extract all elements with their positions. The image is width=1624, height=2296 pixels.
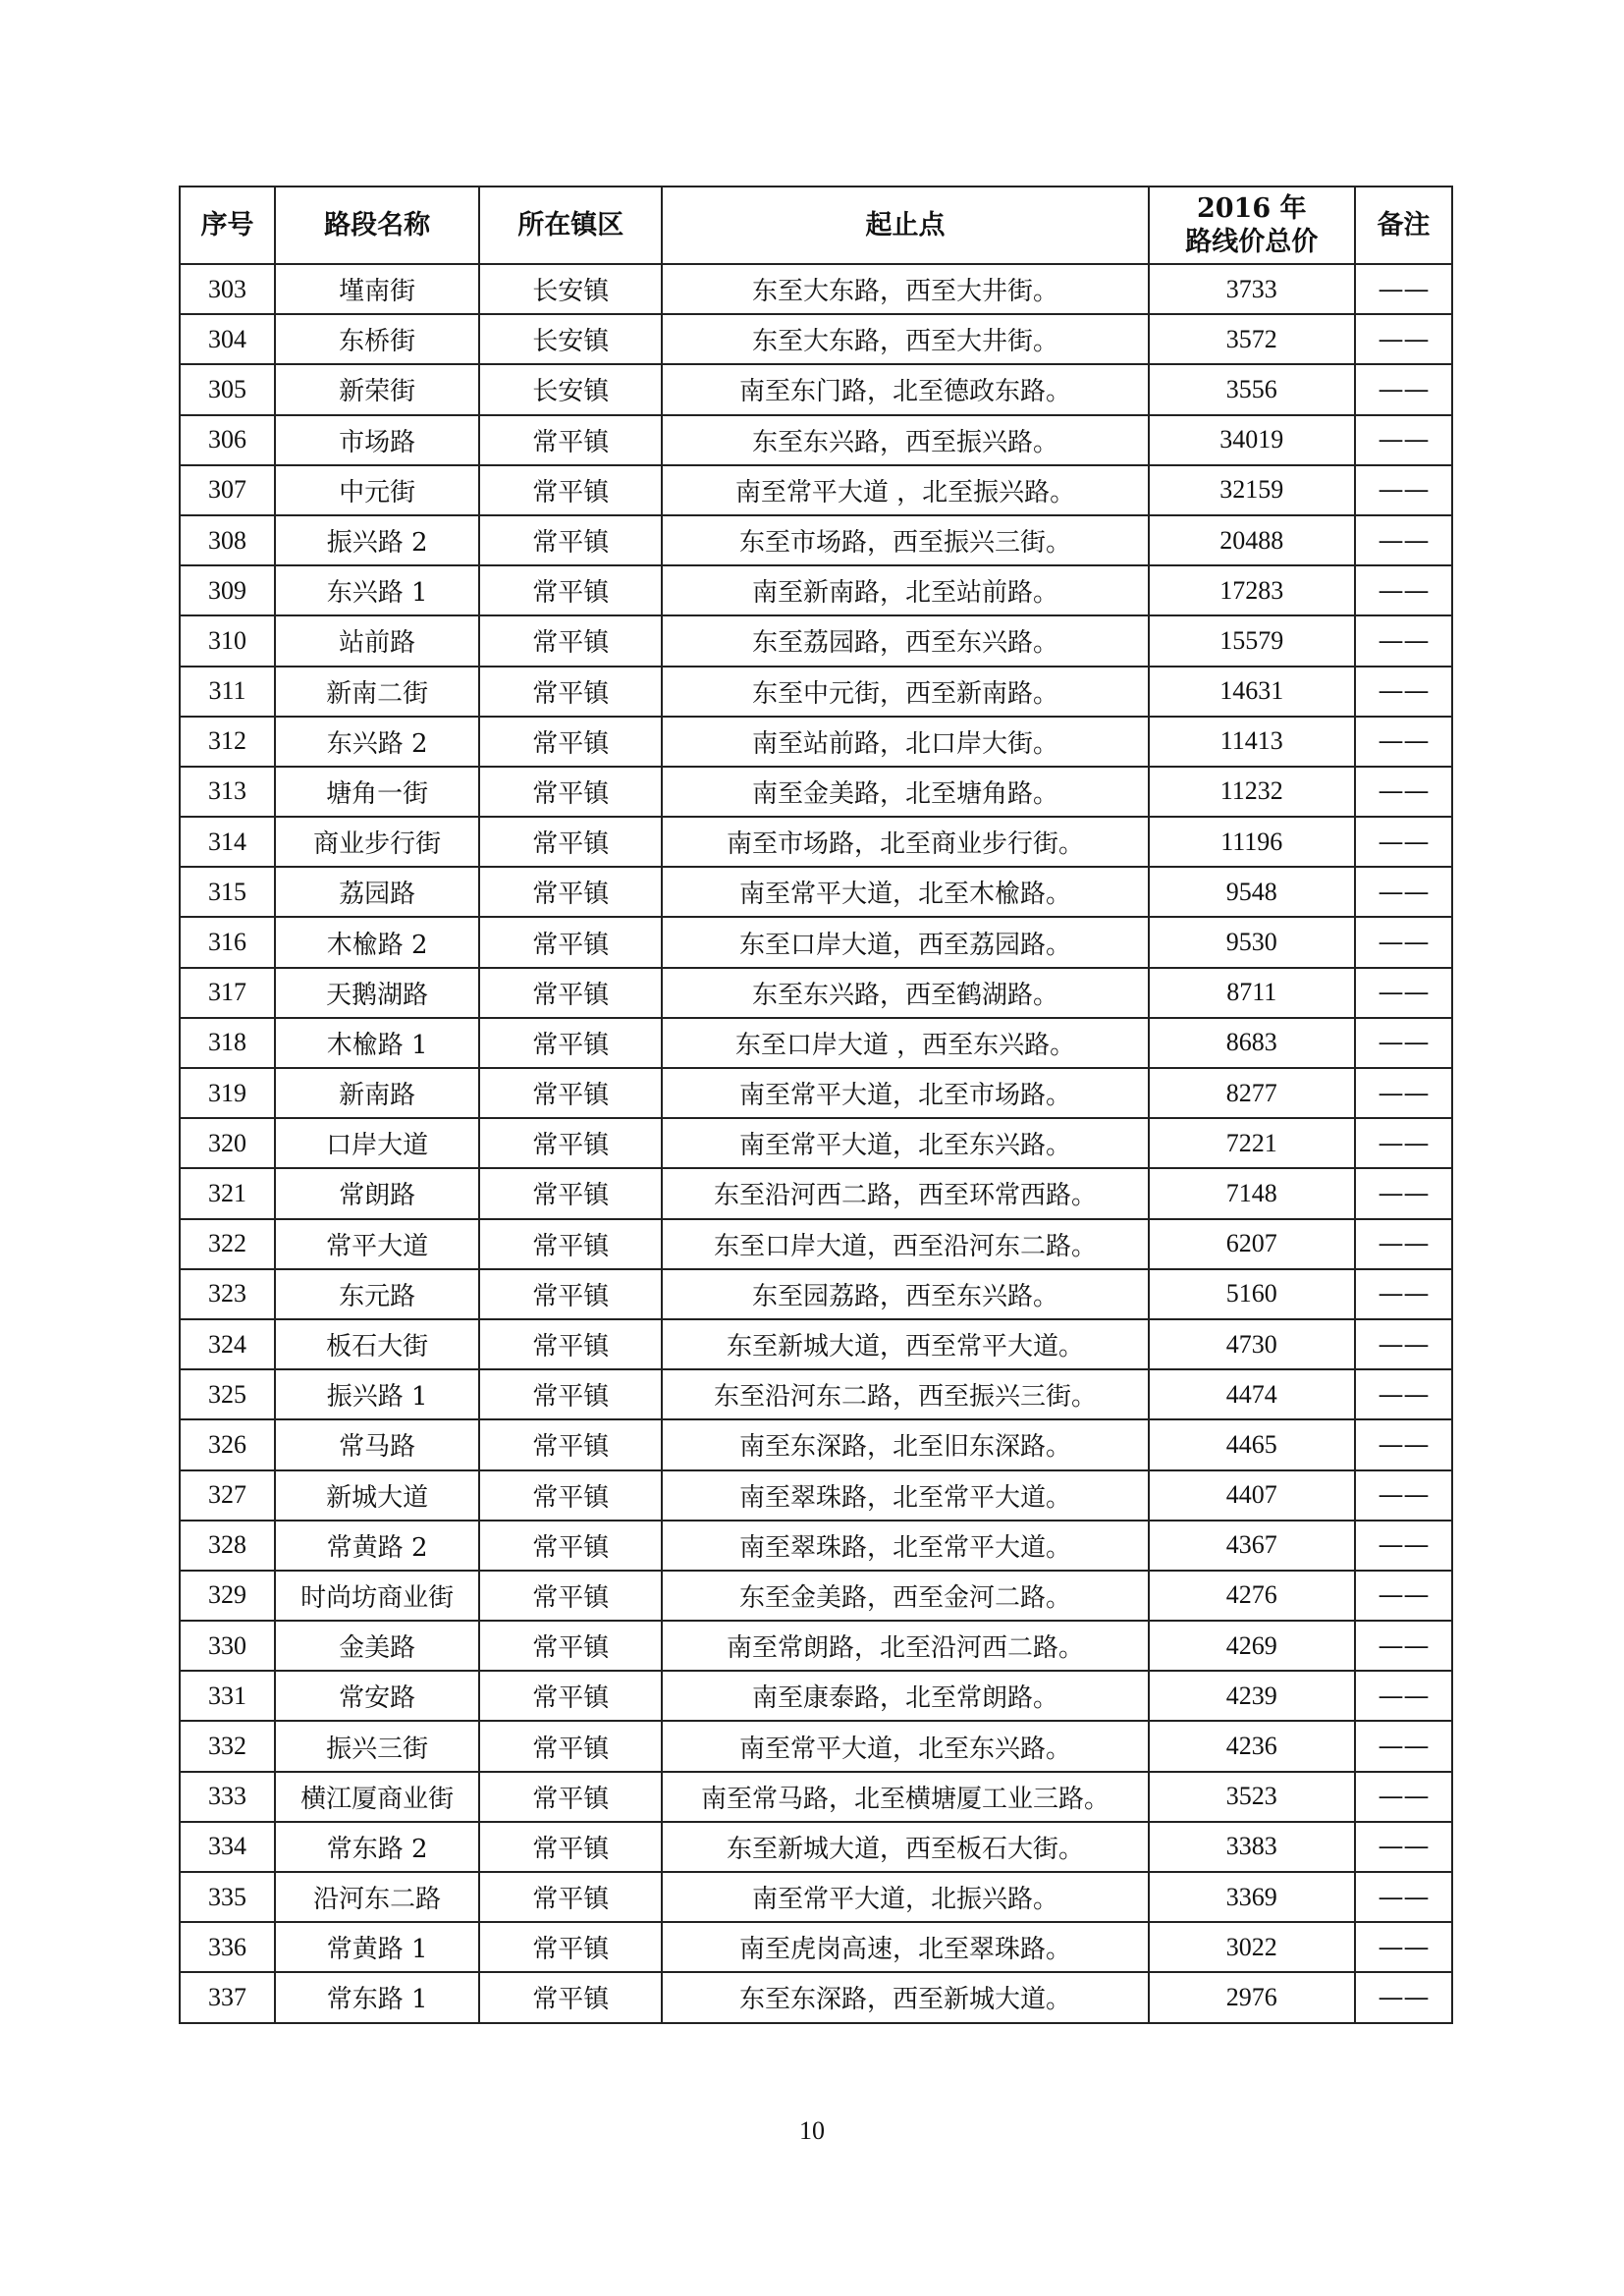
table-row — [180, 968, 1452, 1018]
table-row — [180, 1419, 1452, 1469]
row-number-cell: 317 — [180, 968, 275, 1018]
road-name-cell: 常安路 — [275, 1671, 479, 1721]
town-cell: 常平镇 — [479, 1772, 662, 1822]
row-number-cell: 322 — [180, 1219, 275, 1269]
header-price-label: 路线价总价 — [1185, 226, 1319, 257]
note-cell: —— — [1355, 415, 1452, 465]
town-cell: 常平镇 — [479, 917, 662, 967]
road-name-cell: 东桥街 — [275, 314, 479, 364]
table-row — [180, 1068, 1452, 1118]
note-cell: —— — [1355, 1972, 1452, 2022]
table-row — [180, 1018, 1452, 1068]
price-cell: 4239 — [1149, 1671, 1355, 1721]
town-cell: 常平镇 — [479, 1922, 662, 1972]
road-name-cell: 时尚坊商业街 — [275, 1571, 479, 1621]
note-cell: —— — [1355, 1872, 1452, 1922]
price-cell: 2976 — [1149, 1972, 1355, 2022]
table-row — [180, 1118, 1452, 1168]
header-town: 所在镇区 — [479, 187, 662, 264]
range-cell: 南至常平大道，北至市场路。 — [662, 1068, 1148, 1118]
table-row — [180, 1571, 1452, 1621]
table-row — [180, 515, 1452, 565]
town-cell: 常平镇 — [479, 515, 662, 565]
row-number-cell: 320 — [180, 1118, 275, 1168]
note-cell: —— — [1355, 1671, 1452, 1721]
town-cell: 常平镇 — [479, 1822, 662, 1872]
row-number-cell: 305 — [180, 364, 275, 414]
town-cell: 常平镇 — [479, 1972, 662, 2022]
town-cell: 常平镇 — [479, 1269, 662, 1319]
road-name-cell: 东元路 — [275, 1269, 479, 1319]
row-number-cell: 306 — [180, 415, 275, 465]
range-cell: 东至新城大道，西至板石大街。 — [662, 1822, 1148, 1872]
note-cell: —— — [1355, 1419, 1452, 1469]
range-cell: 南至常平大道，北振兴路。 — [662, 1872, 1148, 1922]
price-cell: 34019 — [1149, 415, 1355, 465]
note-cell: —— — [1355, 1168, 1452, 1218]
price-cell: 32159 — [1149, 465, 1355, 515]
table-row — [180, 817, 1452, 867]
row-number-cell: 315 — [180, 867, 275, 917]
row-number-cell: 321 — [180, 1168, 275, 1218]
price-cell: 4236 — [1149, 1721, 1355, 1771]
table-row — [180, 767, 1452, 817]
price-cell: 3733 — [1149, 264, 1355, 314]
town-cell: 常平镇 — [479, 1621, 662, 1671]
range-cell: 南至东门路，北至德政东路。 — [662, 364, 1148, 414]
table-row — [180, 667, 1452, 717]
town-cell: 常平镇 — [479, 565, 662, 615]
town-cell: 常平镇 — [479, 1872, 662, 1922]
table-row — [180, 415, 1452, 465]
row-number-cell: 307 — [180, 465, 275, 515]
road-name-cell: 常朗路 — [275, 1168, 479, 1218]
row-number-cell: 309 — [180, 565, 275, 615]
price-cell: 3556 — [1149, 364, 1355, 414]
table-row — [180, 465, 1452, 515]
table-row — [180, 314, 1452, 364]
range-cell: 南至康泰路，北至常朗路。 — [662, 1671, 1148, 1721]
row-number-cell: 312 — [180, 717, 275, 767]
row-number-cell: 334 — [180, 1822, 275, 1872]
row-number-cell: 330 — [180, 1621, 275, 1671]
range-cell: 东至东深路，西至新城大道。 — [662, 1972, 1148, 2022]
note-cell: —— — [1355, 1470, 1452, 1521]
town-cell: 常平镇 — [479, 1671, 662, 1721]
row-number-cell: 303 — [180, 264, 275, 314]
table-row — [180, 615, 1452, 666]
note-cell: —— — [1355, 1521, 1452, 1571]
price-cell: 4407 — [1149, 1470, 1355, 1521]
range-cell: 东至金美路，西至金河二路。 — [662, 1571, 1148, 1621]
range-cell: 南至常平大道，北至东兴路。 — [662, 1118, 1148, 1168]
price-cell: 4730 — [1149, 1319, 1355, 1369]
price-cell: 20488 — [1149, 515, 1355, 565]
note-cell: —— — [1355, 1219, 1452, 1269]
table-row — [180, 1521, 1452, 1571]
town-cell: 常平镇 — [479, 1168, 662, 1218]
town-cell: 常平镇 — [479, 1369, 662, 1419]
table-row — [180, 1671, 1452, 1721]
price-cell: 4465 — [1149, 1419, 1355, 1469]
row-number-cell: 337 — [180, 1972, 275, 2022]
range-cell: 南至新南路，北至站前路。 — [662, 565, 1148, 615]
table-row — [180, 1872, 1452, 1922]
road-name-cell: 新南路 — [275, 1068, 479, 1118]
road-name-cell: 常黄路 1 — [275, 1922, 479, 1972]
range-cell: 南至常平大道 ，北至振兴路。 — [662, 465, 1148, 515]
header-range: 起止点 — [662, 187, 1148, 264]
row-number-cell: 329 — [180, 1571, 275, 1621]
price-cell: 8277 — [1149, 1068, 1355, 1118]
note-cell: —— — [1355, 917, 1452, 967]
town-cell: 常平镇 — [479, 1118, 662, 1168]
road-name-cell: 振兴路 1 — [275, 1369, 479, 1419]
price-cell: 11196 — [1149, 817, 1355, 867]
road-name-cell: 常黄路 2 — [275, 1521, 479, 1571]
town-cell: 常平镇 — [479, 1219, 662, 1269]
note-cell: —— — [1355, 1621, 1452, 1671]
road-name-cell: 中元街 — [275, 465, 479, 515]
page-number: 10 — [799, 2116, 825, 2145]
range-cell: 东至口岸大道 ，西至东兴路。 — [662, 1018, 1148, 1068]
price-cell: 4474 — [1149, 1369, 1355, 1419]
road-name-cell: 金美路 — [275, 1621, 479, 1671]
price-cell: 3022 — [1149, 1922, 1355, 1972]
table-row — [180, 1822, 1452, 1872]
price-cell: 15579 — [1149, 615, 1355, 666]
price-cell: 6207 — [1149, 1219, 1355, 1269]
price-cell: 8711 — [1149, 968, 1355, 1018]
road-name-cell: 板石大街 — [275, 1319, 479, 1369]
road-name-cell: 新南二街 — [275, 667, 479, 717]
range-cell: 南至东深路，北至旧东深路。 — [662, 1419, 1148, 1469]
town-cell: 常平镇 — [479, 1018, 662, 1068]
row-number-cell: 327 — [180, 1470, 275, 1521]
road-name-cell: 木楡路 2 — [275, 917, 479, 967]
town-cell: 常平镇 — [479, 1419, 662, 1469]
town-cell: 常平镇 — [479, 1470, 662, 1521]
price-cell: 14631 — [1149, 667, 1355, 717]
town-cell: 常平镇 — [479, 615, 662, 666]
town-cell: 长安镇 — [479, 314, 662, 364]
table-row — [180, 1319, 1452, 1369]
range-cell: 南至翠珠路，北至常平大道。 — [662, 1470, 1148, 1521]
road-name-cell: 荔园路 — [275, 867, 479, 917]
note-cell: —— — [1355, 615, 1452, 666]
road-name-cell: 常东路 1 — [275, 1972, 479, 2022]
row-number-cell: 326 — [180, 1419, 275, 1469]
road-name-cell: 站前路 — [275, 615, 479, 666]
note-cell: —— — [1355, 867, 1452, 917]
range-cell: 东至荔园路，西至东兴路。 — [662, 615, 1148, 666]
town-cell: 常平镇 — [479, 465, 662, 515]
row-number-cell: 325 — [180, 1369, 275, 1419]
table-row — [180, 264, 1452, 314]
range-cell: 南至市场路，北至商业步行街。 — [662, 817, 1148, 867]
header-note: 备注 — [1355, 187, 1452, 264]
range-cell: 东至口岸大道，西至荔园路。 — [662, 917, 1148, 967]
header-price-year: 2016 年 — [1196, 192, 1307, 224]
table-row — [180, 867, 1452, 917]
table-row — [180, 917, 1452, 967]
note-cell: —— — [1355, 1922, 1452, 1972]
note-cell: —— — [1355, 968, 1452, 1018]
row-number-cell: 328 — [180, 1521, 275, 1571]
price-cell: 4269 — [1149, 1621, 1355, 1671]
range-cell: 东至新城大道，西至常平大道。 — [662, 1319, 1148, 1369]
range-cell: 南至常平大道，北至木楡路。 — [662, 867, 1148, 917]
price-cell: 4367 — [1149, 1521, 1355, 1571]
road-name-cell: 振兴路 2 — [275, 515, 479, 565]
row-number-cell: 313 — [180, 767, 275, 817]
price-cell: 9548 — [1149, 867, 1355, 917]
table-header-row — [180, 187, 1452, 264]
header-no: 序号 — [180, 187, 275, 264]
table-row — [180, 364, 1452, 414]
note-cell: —— — [1355, 565, 1452, 615]
note-cell: —— — [1355, 1319, 1452, 1369]
road-name-cell: 常平大道 — [275, 1219, 479, 1269]
row-number-cell: 333 — [180, 1772, 275, 1822]
range-cell: 南至常马路，北至横塘厦工业三路。 — [662, 1772, 1148, 1822]
note-cell: —— — [1355, 264, 1452, 314]
row-number-cell: 323 — [180, 1269, 275, 1319]
price-cell: 9530 — [1149, 917, 1355, 967]
table-row — [180, 565, 1452, 615]
note-cell: —— — [1355, 1269, 1452, 1319]
town-cell: 常平镇 — [479, 867, 662, 917]
town-cell: 常平镇 — [479, 817, 662, 867]
row-number-cell: 332 — [180, 1721, 275, 1771]
range-cell: 南至翠珠路，北至常平大道。 — [662, 1521, 1148, 1571]
price-cell: 7221 — [1149, 1118, 1355, 1168]
range-cell: 南至常朗路，北至沿河西二路。 — [662, 1621, 1148, 1671]
range-cell: 南至金美路，北至塘角路。 — [662, 767, 1148, 817]
town-cell: 常平镇 — [479, 1319, 662, 1369]
row-number-cell: 335 — [180, 1872, 275, 1922]
note-cell: —— — [1355, 465, 1452, 515]
note-cell: —— — [1355, 1118, 1452, 1168]
table-row — [180, 1470, 1452, 1521]
town-cell: 常平镇 — [479, 1521, 662, 1571]
road-name-cell: 木楡路 1 — [275, 1018, 479, 1068]
road-price-table — [179, 186, 1453, 2024]
range-cell: 东至沿河东二路，西至振兴三街。 — [662, 1369, 1148, 1419]
road-name-cell: 东兴路 2 — [275, 717, 479, 767]
row-number-cell: 314 — [180, 817, 275, 867]
note-cell: —— — [1355, 364, 1452, 414]
range-cell: 东至市场路，西至振兴三街。 — [662, 515, 1148, 565]
range-cell: 南至虎岗高速，北至翠珠路。 — [662, 1922, 1148, 1972]
town-cell: 常平镇 — [479, 717, 662, 767]
price-cell: 3523 — [1149, 1772, 1355, 1822]
road-name-cell: 东兴路 1 — [275, 565, 479, 615]
table-row — [180, 1721, 1452, 1771]
note-cell: —— — [1355, 515, 1452, 565]
row-number-cell: 304 — [180, 314, 275, 364]
road-name-cell: 市场路 — [275, 415, 479, 465]
town-cell: 常平镇 — [479, 1571, 662, 1621]
road-name-cell: 口岸大道 — [275, 1118, 479, 1168]
note-cell: —— — [1355, 1369, 1452, 1419]
town-cell: 常平镇 — [479, 767, 662, 817]
note-cell: —— — [1355, 1772, 1452, 1822]
row-number-cell: 316 — [180, 917, 275, 967]
row-number-cell: 311 — [180, 667, 275, 717]
road-name-cell: 天鹅湖路 — [275, 968, 479, 1018]
price-cell: 11413 — [1149, 717, 1355, 767]
town-cell: 常平镇 — [479, 415, 662, 465]
row-number-cell: 319 — [180, 1068, 275, 1118]
table-row — [180, 1972, 1452, 2022]
row-number-cell: 310 — [180, 615, 275, 666]
price-cell: 3383 — [1149, 1822, 1355, 1872]
table-row — [180, 1369, 1452, 1419]
note-cell: —— — [1355, 767, 1452, 817]
table-row — [180, 1168, 1452, 1218]
range-cell: 东至园荔路，西至东兴路。 — [662, 1269, 1148, 1319]
price-cell: 5160 — [1149, 1269, 1355, 1319]
town-cell: 常平镇 — [479, 1068, 662, 1118]
price-cell: 11232 — [1149, 767, 1355, 817]
table-row — [180, 1269, 1452, 1319]
table-row — [180, 1772, 1452, 1822]
note-cell: —— — [1355, 817, 1452, 867]
row-number-cell: 318 — [180, 1018, 275, 1068]
town-cell: 常平镇 — [479, 667, 662, 717]
range-cell: 东至沿河西二路，西至环常西路。 — [662, 1168, 1148, 1218]
road-name-cell: 常马路 — [275, 1419, 479, 1469]
table-row — [180, 717, 1452, 767]
row-number-cell: 308 — [180, 515, 275, 565]
range-cell: 东至大东路，西至大井街。 — [662, 314, 1148, 364]
road-name-cell: 振兴三街 — [275, 1721, 479, 1771]
note-cell: —— — [1355, 314, 1452, 364]
town-cell: 长安镇 — [479, 364, 662, 414]
range-cell: 东至中元街，西至新南路。 — [662, 667, 1148, 717]
row-number-cell: 331 — [180, 1671, 275, 1721]
price-cell: 17283 — [1149, 565, 1355, 615]
range-cell: 南至站前路，北口岸大街。 — [662, 717, 1148, 767]
row-number-cell: 324 — [180, 1319, 275, 1369]
table-row — [180, 1219, 1452, 1269]
town-cell: 常平镇 — [479, 1721, 662, 1771]
range-cell: 南至常平大道，北至东兴路。 — [662, 1721, 1148, 1771]
note-cell: —— — [1355, 1721, 1452, 1771]
road-name-cell: 横江厦商业街 — [275, 1772, 479, 1822]
road-name-cell: 新城大道 — [275, 1470, 479, 1521]
town-cell: 常平镇 — [479, 968, 662, 1018]
town-cell: 长安镇 — [479, 264, 662, 314]
row-number-cell: 336 — [180, 1922, 275, 1972]
range-cell: 东至东兴路，西至鹤湖路。 — [662, 968, 1148, 1018]
road-name-cell: 塘角一街 — [275, 767, 479, 817]
road-name-cell: 沿河东二路 — [275, 1872, 479, 1922]
price-cell: 7148 — [1149, 1168, 1355, 1218]
road-name-cell: 墐南街 — [275, 264, 479, 314]
road-name-cell: 商业步行街 — [275, 817, 479, 867]
note-cell: —— — [1355, 717, 1452, 767]
note-cell: —— — [1355, 1571, 1452, 1621]
price-cell: 3369 — [1149, 1872, 1355, 1922]
price-cell: 4276 — [1149, 1571, 1355, 1621]
header-price — [1149, 187, 1355, 264]
table-row — [180, 1922, 1452, 1972]
table-row — [180, 1621, 1452, 1671]
note-cell: —— — [1355, 1018, 1452, 1068]
range-cell: 东至大东路，西至大井街。 — [662, 264, 1148, 314]
range-cell: 东至口岸大道，西至沿河东二路。 — [662, 1219, 1148, 1269]
note-cell: —— — [1355, 1068, 1452, 1118]
price-cell: 3572 — [1149, 314, 1355, 364]
note-cell: —— — [1355, 667, 1452, 717]
range-cell: 东至东兴路，西至振兴路。 — [662, 415, 1148, 465]
note-cell: —— — [1355, 1822, 1452, 1872]
road-name-cell: 新荣街 — [275, 364, 479, 414]
road-name-cell: 常东路 2 — [275, 1822, 479, 1872]
header-road-name: 路段名称 — [275, 187, 479, 264]
price-cell: 8683 — [1149, 1018, 1355, 1068]
